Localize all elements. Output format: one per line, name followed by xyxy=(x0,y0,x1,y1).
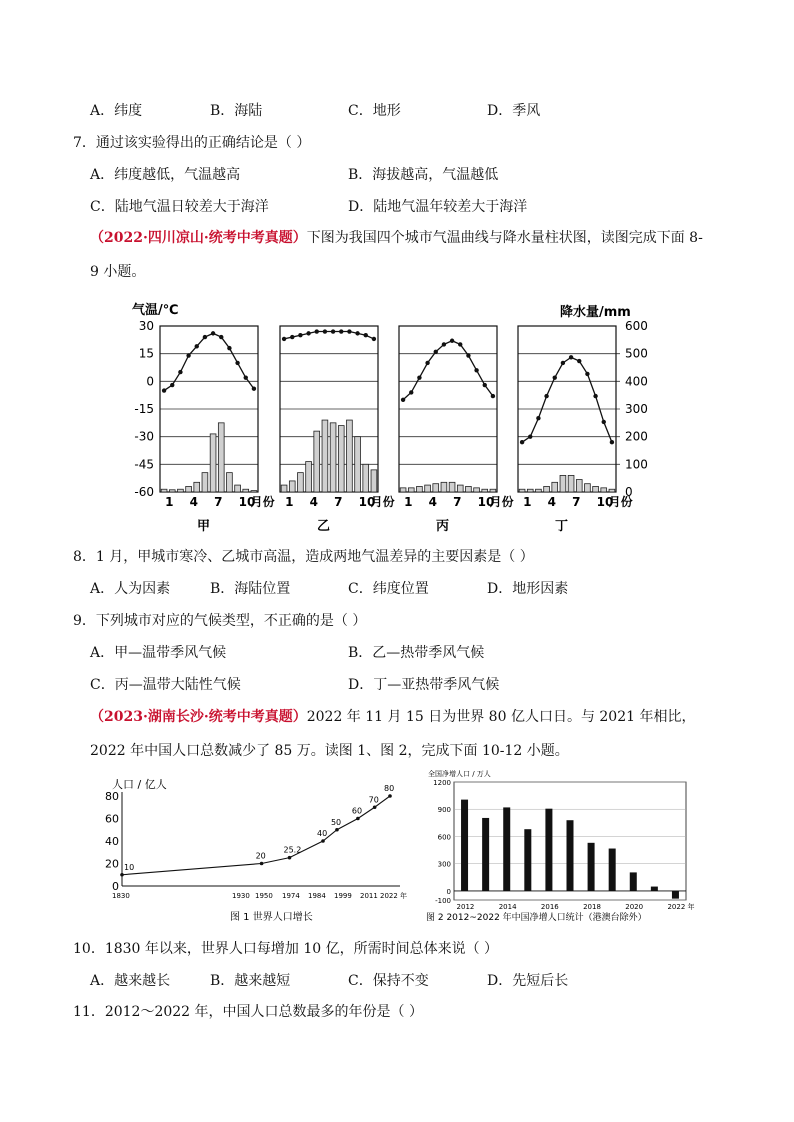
temp-point xyxy=(409,390,413,394)
precip-tick-label: 300 xyxy=(625,402,648,416)
temp-point xyxy=(331,329,335,333)
fig1-x-tick-label: 1974 xyxy=(282,892,300,900)
temp-point xyxy=(593,394,597,398)
fig2-x-tick-label: 2022 年 xyxy=(667,903,695,911)
temp-tick-label: -60 xyxy=(134,485,154,499)
precip-bar xyxy=(441,482,447,492)
fig1-point-label: 25.2 xyxy=(283,845,302,855)
fig2-x-tick-label: 2014 xyxy=(498,903,517,911)
precip-bar xyxy=(298,473,304,492)
precip-tick-label: 600 xyxy=(625,319,648,333)
fig2-bar xyxy=(545,809,552,891)
q10-option-c: C．保持不变 xyxy=(348,973,429,989)
temp-point xyxy=(203,335,207,339)
temp-curve xyxy=(522,357,612,442)
fig2-title: 图 2 2012~2022 年中国净增人口统计（港澳台除外） xyxy=(426,913,647,923)
fig1-x-tick-label: 1984 xyxy=(308,892,326,900)
temp-point xyxy=(227,346,231,350)
temp-tick-label: 0 xyxy=(146,374,154,389)
precip-bar xyxy=(330,423,336,492)
fig2-y-tick-label: 1200 xyxy=(433,779,451,787)
fig1-y-tick-label: 60 xyxy=(105,812,119,826)
precip-bar xyxy=(527,489,533,492)
q10-stem: 10．1830 年以来，世界人口每增加 10 亿，所需时间总体来说（ ） xyxy=(73,941,499,957)
month-axis-label: 月份 xyxy=(370,495,395,509)
temp-point xyxy=(474,368,478,372)
temp-tick-label: 15 xyxy=(138,346,154,361)
month-tick-label: 10 xyxy=(477,495,495,509)
temp-point xyxy=(290,335,294,339)
fig2-bar xyxy=(503,807,510,891)
precip-bar xyxy=(306,462,312,492)
precip-bar xyxy=(210,434,216,492)
temp-point xyxy=(466,353,470,357)
fig2-y-tick-label: 0 xyxy=(446,887,451,896)
temp-point xyxy=(610,440,614,444)
fig1-title: 图 1 世界人口增长 xyxy=(230,912,313,923)
precip-tick-label: 200 xyxy=(625,429,648,444)
fig1-x-tick-label: 2011 xyxy=(360,892,378,900)
precip-bar xyxy=(363,464,369,492)
fig2-bar xyxy=(630,872,637,891)
section1-text: 下图为我国四个城市气温曲线与降水量柱状图，读图完成下面 8-9 小题。 xyxy=(90,230,703,280)
q9-option-a: A．甲—温带季风气候 xyxy=(90,645,227,661)
city-name: 丁 xyxy=(555,519,569,534)
fig2-bar xyxy=(672,891,679,899)
temp-axis-title: 气温/℃ xyxy=(132,303,179,318)
precip-bar xyxy=(466,486,472,492)
precip-bar xyxy=(371,470,377,492)
month-tick-label: 10 xyxy=(238,495,256,509)
precip-bar xyxy=(400,488,406,492)
section2-intro xyxy=(90,700,710,768)
fig1-point-label: 40 xyxy=(317,829,328,838)
precip-bar xyxy=(314,431,320,492)
fig1-y-tick-label: 20 xyxy=(105,857,119,871)
month-tick-label: 10 xyxy=(358,495,376,509)
q9-stem: 9．下列城市对应的气候类型，不正确的是（ ） xyxy=(73,613,367,629)
temp-point xyxy=(483,383,487,387)
temp-point xyxy=(195,344,199,348)
temp-point xyxy=(442,342,446,346)
precip-bar xyxy=(186,486,192,492)
q6-option-d: D．季风 xyxy=(487,103,541,119)
month-tick-label: 7 xyxy=(453,495,462,509)
q8-option-c: C．纬度位置 xyxy=(348,581,429,597)
fig1-point xyxy=(260,862,264,866)
q8-option-a: A．人为因素 xyxy=(90,581,171,597)
month-axis-label: 月份 xyxy=(608,495,633,509)
q6-option-c: C．地形 xyxy=(348,103,401,119)
temp-point xyxy=(417,375,421,379)
temp-point xyxy=(282,337,286,341)
temp-point xyxy=(602,420,606,424)
q6-option-a: A．纬度 xyxy=(90,103,143,119)
fig1-point xyxy=(288,856,292,860)
temp-point xyxy=(401,398,405,402)
fig2-y-tick-label: 300 xyxy=(437,860,451,869)
fig2-bar xyxy=(524,829,531,891)
precip-bar xyxy=(474,488,480,492)
fig1-point-label: 10 xyxy=(124,862,135,872)
section1-source: （2022·四川凉山·统考中考真题） xyxy=(90,230,307,246)
temp-tick-label: 30 xyxy=(138,319,154,333)
precip-bar xyxy=(408,488,414,492)
temp-point xyxy=(528,434,532,438)
precip-bar xyxy=(251,491,257,492)
precip-tick-label: 100 xyxy=(625,457,648,472)
precip-bar xyxy=(355,437,361,492)
fig2-bar xyxy=(609,849,616,891)
month-tick-label: 1 xyxy=(404,495,413,509)
q9-option-c: C．丙—温带大陆性气候 xyxy=(90,677,241,693)
fig2-y-tick-label: 600 xyxy=(437,833,451,842)
temp-point xyxy=(162,388,166,392)
fig1-y-tick-label: 0 xyxy=(112,880,119,893)
fig2-y-tick-label: 900 xyxy=(437,806,451,815)
precip-bar xyxy=(433,484,439,492)
precip-bar xyxy=(235,485,241,492)
city-name: 甲 xyxy=(197,519,211,534)
temp-point xyxy=(298,333,302,337)
precip-bar xyxy=(169,490,175,492)
fig2-x-tick-label: 2012 xyxy=(456,903,475,911)
q8-option-b: B．海陆位置 xyxy=(210,581,291,597)
precip-bar xyxy=(544,486,550,492)
fig1-x-tick-label: 1830 xyxy=(112,892,130,900)
temp-point xyxy=(561,361,565,365)
temp-point xyxy=(553,375,557,379)
fig1-point xyxy=(321,839,325,843)
precip-bar xyxy=(585,484,591,492)
temp-curve xyxy=(284,332,374,339)
temp-tick-label: -15 xyxy=(134,402,154,416)
section2-source: （2023·湖南长沙·统考中考真题） xyxy=(90,709,307,725)
q9-option-b: B．乙—热带季风气候 xyxy=(348,645,485,661)
temp-point xyxy=(372,337,376,341)
temp-point xyxy=(170,383,174,387)
fig1-point xyxy=(335,828,339,832)
precip-bar xyxy=(161,489,167,492)
temp-tick-label: -30 xyxy=(134,429,154,444)
climate-charts xyxy=(120,296,670,536)
precip-bar xyxy=(601,488,607,492)
temp-point xyxy=(186,353,190,357)
month-tick-label: 7 xyxy=(214,495,223,509)
q10-option-d: D．先短后长 xyxy=(487,973,569,989)
fig1-ylabel: 人口 / 亿人 xyxy=(112,778,167,791)
fig1-point-label: 50 xyxy=(330,817,342,827)
temp-point xyxy=(577,359,581,363)
q9-option-d: D．丁—亚热带季风气候 xyxy=(348,677,500,693)
month-tick-label: 4 xyxy=(189,495,199,509)
q8-option-d: D．地形因素 xyxy=(487,581,569,597)
precip-bar xyxy=(552,482,558,492)
temp-point xyxy=(244,375,248,379)
month-tick-label: 7 xyxy=(572,495,581,509)
month-tick-label: 4 xyxy=(428,495,438,509)
temp-point xyxy=(585,372,589,376)
fig1-x-tick-label: 1950 xyxy=(255,892,273,900)
month-tick-label: 4 xyxy=(547,495,557,509)
fig1-point-label: 20 xyxy=(255,851,266,861)
temp-point xyxy=(178,370,182,374)
precip-bar xyxy=(202,473,208,492)
precip-bar xyxy=(519,489,525,492)
fig2-bar xyxy=(651,887,658,891)
temp-point xyxy=(364,333,368,337)
fig2-x-tick-label: 2018 xyxy=(583,903,601,911)
temp-point xyxy=(458,342,462,346)
precip-bar xyxy=(482,489,488,492)
q7-option-a: A．纬度越低，气温越高 xyxy=(90,167,241,183)
precip-bar xyxy=(218,423,224,492)
precip-bar xyxy=(576,480,582,492)
precip-bar xyxy=(490,489,496,492)
temp-point xyxy=(450,339,454,343)
world-population-chart xyxy=(105,774,412,924)
climate-panel-2 xyxy=(280,326,395,534)
fig1-point xyxy=(356,817,360,821)
precip-bar xyxy=(227,473,233,492)
precip-tick-label: 0 xyxy=(625,485,633,499)
q7-option-b: B．海拔越高，气温越低 xyxy=(348,167,499,183)
temp-curve xyxy=(403,341,493,400)
temp-point xyxy=(536,416,540,420)
section2-text: 2022 年 11 月 15 日为世界 80 亿人口日。与 2021 年相比，2022 年中国人口总数减少了 85 万。读图 1、图 2，完成下面 10-12 小题。 xyxy=(90,709,696,759)
precip-bar xyxy=(560,475,566,492)
fig2-bar xyxy=(482,818,489,891)
month-tick-label: 1 xyxy=(165,495,174,509)
fig1-x-tick-label: 1930 xyxy=(232,892,250,900)
precip-bar xyxy=(593,486,599,492)
q10-option-a: A．越来越长 xyxy=(90,973,171,989)
precip-bar xyxy=(243,489,249,492)
temp-point xyxy=(315,329,319,333)
fig1-point-label: 60 xyxy=(351,806,363,816)
precip-bar xyxy=(194,482,200,492)
temp-tick-label: -45 xyxy=(134,457,154,472)
month-axis-label: 月份 xyxy=(489,495,514,509)
temp-point xyxy=(434,350,438,354)
section1-intro xyxy=(90,221,710,289)
fig1-point xyxy=(373,805,377,809)
temp-point xyxy=(323,329,327,333)
precip-bar xyxy=(536,489,542,492)
climate-panel-1 xyxy=(160,326,275,534)
fig2-bar xyxy=(567,820,574,891)
precip-bar xyxy=(338,426,344,492)
month-tick-label: 4 xyxy=(309,495,319,509)
precip-bar xyxy=(609,489,615,492)
precip-bar xyxy=(347,420,353,492)
temp-point xyxy=(347,329,351,333)
fig2-x-tick-label: 2020 xyxy=(625,903,644,911)
precip-tick-label: 400 xyxy=(625,374,648,389)
fig2-ylabel: 全国净增人口 / 万人 xyxy=(428,770,491,778)
precip-bar xyxy=(417,486,423,492)
temp-point xyxy=(211,331,215,335)
q6-option-b: B．海陆 xyxy=(210,103,263,119)
fig1-x-tick-label: 2022 年 xyxy=(380,892,408,900)
temp-point xyxy=(569,355,573,359)
fig2-bar xyxy=(461,800,468,891)
precip-bar xyxy=(289,481,295,492)
china-net-increase-chart xyxy=(420,766,695,926)
temp-point xyxy=(491,394,495,398)
month-tick-label: 10 xyxy=(596,495,614,509)
q7-option-c: C．陆地气温日较差大于海洋 xyxy=(90,199,269,215)
precip-bar xyxy=(457,485,463,492)
city-name: 丙 xyxy=(436,519,450,534)
month-tick-label: 1 xyxy=(523,495,532,509)
temp-point xyxy=(219,335,223,339)
temp-point xyxy=(235,361,239,365)
temp-point xyxy=(355,331,359,335)
fig2-bar xyxy=(588,843,595,891)
fig1-line xyxy=(122,796,390,875)
precip-bar xyxy=(178,489,184,492)
fig1-point-label: 70 xyxy=(368,795,379,805)
fig1-point xyxy=(388,794,392,798)
precip-axis-title: 降水量/mm xyxy=(560,305,631,320)
fig1-point xyxy=(120,873,124,877)
q8-stem: 8．1 月，甲城市寒冷、乙城市高温，造成两地气温差异的主要因素是（ ） xyxy=(73,549,534,565)
climate-panel-4 xyxy=(518,326,633,534)
precip-tick-label: 500 xyxy=(625,346,648,361)
precip-bar xyxy=(322,420,328,492)
temp-point xyxy=(520,440,524,444)
month-axis-label: 月份 xyxy=(250,495,275,509)
q10-option-b: B．越来越短 xyxy=(210,973,291,989)
temp-point xyxy=(306,331,310,335)
fig1-y-tick-label: 40 xyxy=(105,835,119,848)
fig2-y-tick-label: -100 xyxy=(435,897,451,905)
fig2-x-tick-label: 2016 xyxy=(540,903,559,911)
temp-point xyxy=(252,387,256,391)
temp-curve xyxy=(164,333,254,390)
climate-panel-3 xyxy=(399,326,514,534)
q11-stem: 11．2012～2022 年，中国人口总数最多的年份是（ ） xyxy=(73,1004,423,1020)
fig1-point-label: 80 xyxy=(384,784,395,793)
q7-option-d: D．陆地气温年较差大于海洋 xyxy=(348,199,528,215)
temp-point xyxy=(544,394,548,398)
precip-bar xyxy=(568,475,574,492)
fig1-x-tick-label: 1999 xyxy=(334,892,352,900)
city-name: 乙 xyxy=(317,519,331,534)
precip-bar xyxy=(281,485,287,492)
q7-stem: 7．通过该实验得出的正确结论是（ ） xyxy=(73,135,311,151)
month-tick-label: 7 xyxy=(334,495,343,509)
fig1-y-tick-label: 80 xyxy=(105,790,119,803)
temp-point xyxy=(339,329,343,333)
temp-point xyxy=(425,361,429,365)
month-tick-label: 1 xyxy=(285,495,294,509)
precip-bar xyxy=(425,485,431,492)
precip-bar xyxy=(449,482,455,492)
